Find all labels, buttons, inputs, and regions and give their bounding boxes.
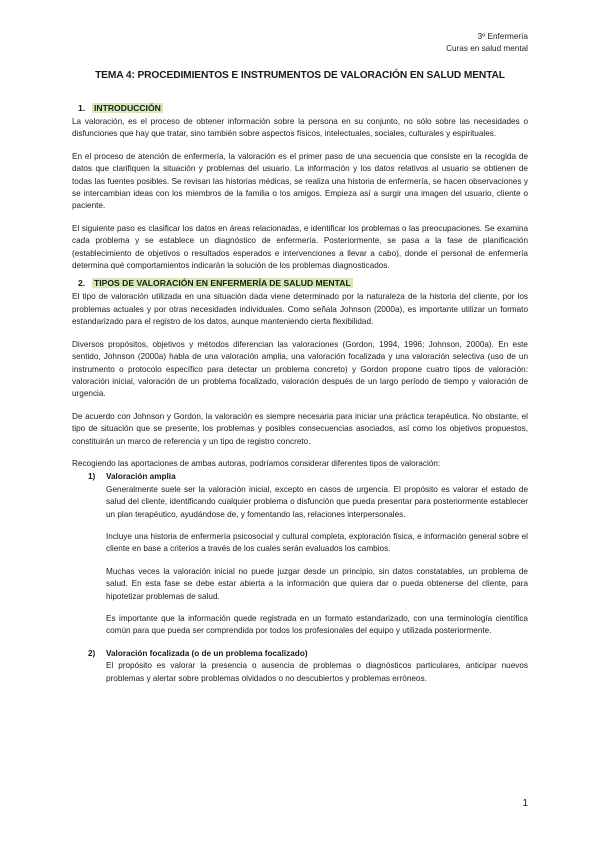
list-item-heading: Valoración focalizada (o de un problema focalizado) xyxy=(106,648,308,658)
paragraph: Recogiendo las aportaciones de ambas autoras, podríamos considerar diferentes tipos de valoración: xyxy=(72,458,441,468)
page-title: TEMA 4: PROCEDIMIENTOS E INSTRUMENTOS DE VALORACIÓN EN SALUD MENTAL xyxy=(95,70,505,81)
header-course: 3º Enfermería xyxy=(477,32,528,41)
page-header xyxy=(446,31,528,55)
list-item-number: 1) xyxy=(88,472,96,482)
paragraph: La valoración, es el proceso de obtener información sobre la persona en su conjunto, no sólo sobre las necesidades o disfunciones que hay que tratar, sino también sobre aspectos físicos, intelectuales, sociales, culturales y espirituales. xyxy=(72,117,528,139)
paragraph: De acuerdo con Johnson y Gordon, la valoración es siempre necesaria para iniciar una práctica terapéutica. No obstante, el tipo de situación que se presente, los problemas y posibles consecuencias asociados, así como los objetivos propuestos, constituirán un marco de referencia y un tipo de registro concreto. xyxy=(72,411,528,446)
section-heading-introduccion xyxy=(72,102,528,114)
paragraph: Generalmente suele ser la valoración inicial, excepto en casos de urgencia. El propósito es valorar el estado de salud del cliente, identificando cualquier problema o disfunción que pueda presentar para posteriormente establecer un plan terapéutico, ayudándose de, y fomentando las, relaciones interpersonales. xyxy=(106,484,528,519)
list-item-number: 2) xyxy=(88,648,96,658)
header-subject: Curas en salud mental xyxy=(446,44,528,53)
paragraph: El siguiente paso es clasificar los datos en áreas relacionadas, e identificar los problemas o las preocupaciones. Se examina cada problema y se establece un diagnóstico de enfermería. Posteriormente, se pasa a la fase de planificación (establecimiento de objetivos o resultados esperados e intervenciones a llevar a cabo), donde el personal de enfermería determina qué comportamientos indicarán la solución de los problemas diagnosticados. xyxy=(72,223,528,271)
section-title: TIPOS DE VALORACIÓN EN ENFERMERÍA DE SALUD MENTAL xyxy=(94,278,351,289)
list-item-body xyxy=(72,484,528,638)
section-number: 1. xyxy=(78,103,86,113)
paragraph: Incluye una historia de enfermería psicosocial y cultural completa, exploración física, e información general sobre el cliente en base a criterios a través de los cuales serán evaluados los cambios. xyxy=(106,531,528,554)
paragraph: Es importante que la información quede registrada en un formato estandarizado, con una terminología científica común para que pueda ser comprendida por todos los profesionales del equipo y utilizada posteriormente. xyxy=(106,614,528,636)
paragraph: En el proceso de atención de enfermería, la valoración es el primer paso de una secuencia que consiste en la recogida de datos que clarifiquen la situación y problemas del usuario. La información y los datos relativos al usuario se obtienen de todas las fuentes posibles. Se revisan las historias médicas, se realiza una historia de enfermería, se hacen observaciones y se intercambian ideas con los miembros de la familia o los amigos. Empieza así a surgir una imagen del usuario, cliente o paciente. xyxy=(72,151,528,211)
paragraph: Muchas veces la valoración inicial no puede juzgar desde un principio, sin datos constatables, un problema de salud. En esta fase se debe estar abierta a la información que quiera dar o pueda obtenerse del cliente, para hipotetizar problemas de salud. xyxy=(106,566,528,601)
list-item-heading: Valoración amplia xyxy=(106,472,176,482)
section-number: 2. xyxy=(78,278,86,289)
paragraph: El propósito es valorar la presencia o ausencia de problemas o diagnósticos particulares, anticipar nuevos problemas y alertar sobre problemas olvidados o no descubiertos y problemas erróneos. xyxy=(106,661,528,683)
document-body xyxy=(72,102,528,695)
section-heading-tipos xyxy=(72,277,528,289)
list-item-body xyxy=(72,660,528,685)
paragraph: El tipo de valoración utilizada en una situación dada viene determinado por la naturaleza de la historia del cliente, por los problemas actuales y por otras necesidades individuales. Como señala Johnson (2000a), es importante utilizar un formato estandarizado para el registro de los datos, aunque manteniendo cierta flexibilidad. xyxy=(72,292,528,327)
page-number: 1 xyxy=(522,798,528,809)
list-item-title xyxy=(72,471,528,483)
section-title: INTRODUCCIÓN xyxy=(94,103,161,113)
paragraph: Diversos propósitos, objetivos y métodos diferencian las valoraciones (Gordon, 1994, 1996; Johnson, 2000a). En este sentido, Johnson (2000a) habla de una valoración amplia, una valoración focalizada y una valoración selectiva (uso de un instrumento o protocolo específico para detectar un problema concreto) y Gordon propone cuatro tipos de valoración: valoración inicial, valoración de un problema focalizado, valoración después de un largo período de tiempo y valoración de urgencia. xyxy=(72,339,528,399)
list-item-title xyxy=(72,648,528,660)
